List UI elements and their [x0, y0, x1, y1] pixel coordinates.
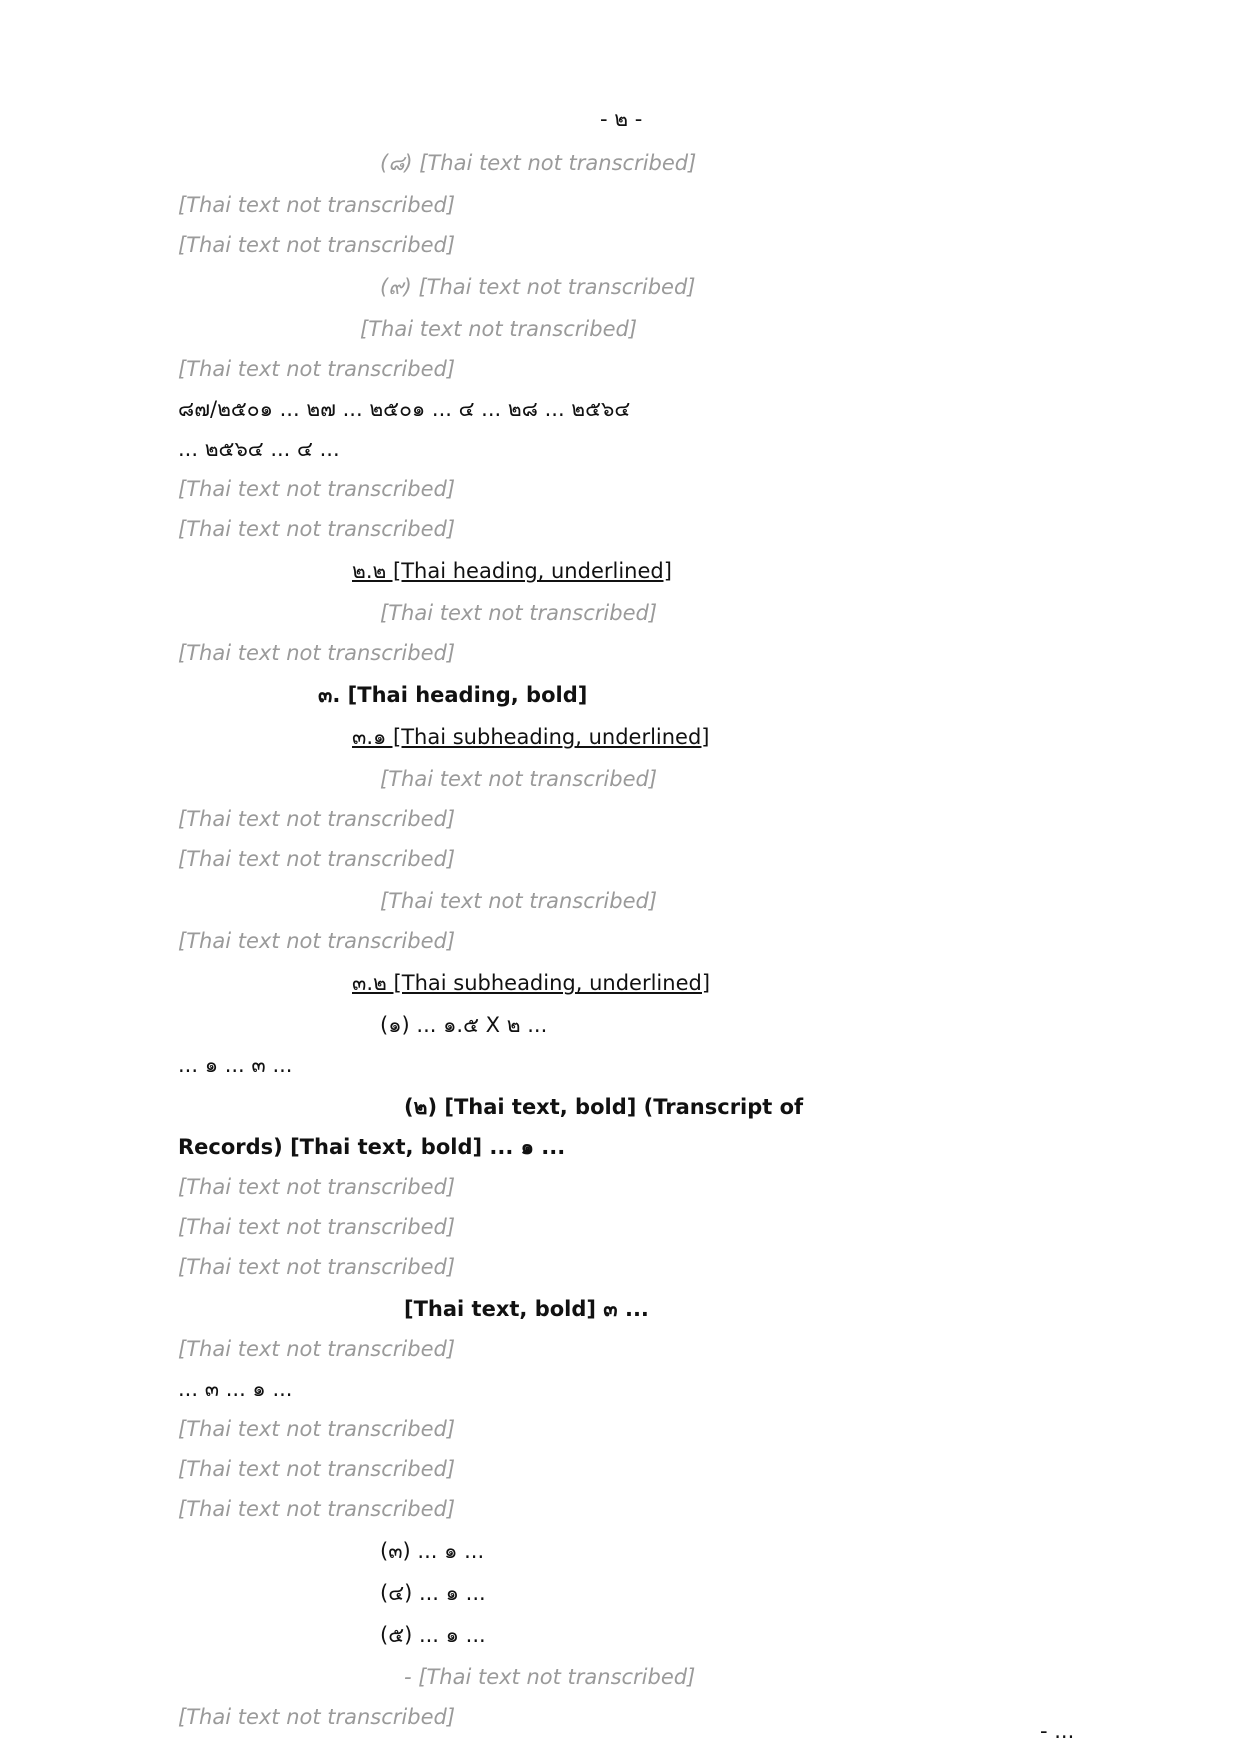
- text-line: (๕) ... ๑ ...: [380, 1623, 486, 1647]
- text-line: ๓. [Thai heading, bold]: [318, 683, 588, 707]
- text-line: (๘) [Thai text not transcribed]: [380, 151, 697, 175]
- text-line: (๑) ... ๑.๕ X ๒ ...: [380, 1013, 548, 1037]
- text-line: [Thai text not transcribed]: [360, 317, 638, 341]
- text-line: [Thai text not transcribed]: [178, 477, 456, 501]
- text-line: [Thai text not transcribed]: [380, 601, 658, 625]
- text-line: ... ๑ ... ๓ ...: [178, 1053, 293, 1077]
- text-line: [Thai text not transcribed]: [178, 1255, 456, 1279]
- text-line: [Thai text not transcribed]: [178, 517, 456, 541]
- page-number: - ๒ -: [600, 107, 643, 131]
- text-line: [Thai text not transcribed]: [380, 889, 658, 913]
- text-line: [Thai text not transcribed]: [178, 193, 456, 217]
- text-line: [Thai text not transcribed]: [178, 929, 456, 953]
- text-line: [Thai text not transcribed]: [178, 233, 456, 257]
- text-line: [Thai text not transcribed]: [178, 1705, 456, 1729]
- text-line: [Thai text not transcribed]: [178, 1497, 456, 1521]
- text-line: (๙) [Thai text not transcribed]: [380, 275, 696, 299]
- text-line: (๔) ... ๑ ...: [380, 1581, 486, 1605]
- text-line: [Thai text not transcribed]: [178, 847, 456, 871]
- text-line: [Thai text not transcribed]: [178, 357, 456, 381]
- text-line: [Thai text not transcribed]: [178, 1175, 456, 1199]
- text-line: [Thai text, bold] ๓ ...: [404, 1297, 649, 1321]
- text-line: Records) [Thai text, bold] ... ๑ ...: [178, 1135, 566, 1159]
- text-line: [Thai text not transcribed]: [178, 1417, 456, 1441]
- text-line: [Thai text not transcribed]: [380, 767, 658, 791]
- text-line: ๘๗/๒๕๐๑ ... ๒๗ ... ๒๕๐๑ ... ๔ ... ๒๘ ... ๒๕๖๔: [178, 397, 631, 421]
- text-line: ๒.๒ [Thai heading, underlined]: [352, 559, 672, 583]
- text-line: [Thai text not transcribed]: [178, 1457, 456, 1481]
- text-line: [Thai text not transcribed]: [178, 1337, 456, 1361]
- text-line: - [Thai text not transcribed]: [404, 1665, 696, 1689]
- footer-continuation: - ...: [1040, 1719, 1075, 1743]
- text-line: ... ๓ ... ๑ ...: [178, 1377, 293, 1401]
- text-line: (๓) ... ๑ ...: [380, 1539, 485, 1563]
- text-line: [Thai text not transcribed]: [178, 641, 456, 665]
- text-line: ๓.๒ [Thai subheading, underlined]: [352, 971, 711, 995]
- text-line: [Thai text not transcribed]: [178, 807, 456, 831]
- text-line: ... ๒๕๖๔ ... ๔ ...: [178, 437, 340, 461]
- text-line: (๒) [Thai text, bold] (Transcript of: [404, 1095, 804, 1119]
- text-line: [Thai text not transcribed]: [178, 1215, 456, 1239]
- text-line: ๓.๑ [Thai subheading, underlined]: [352, 725, 710, 749]
